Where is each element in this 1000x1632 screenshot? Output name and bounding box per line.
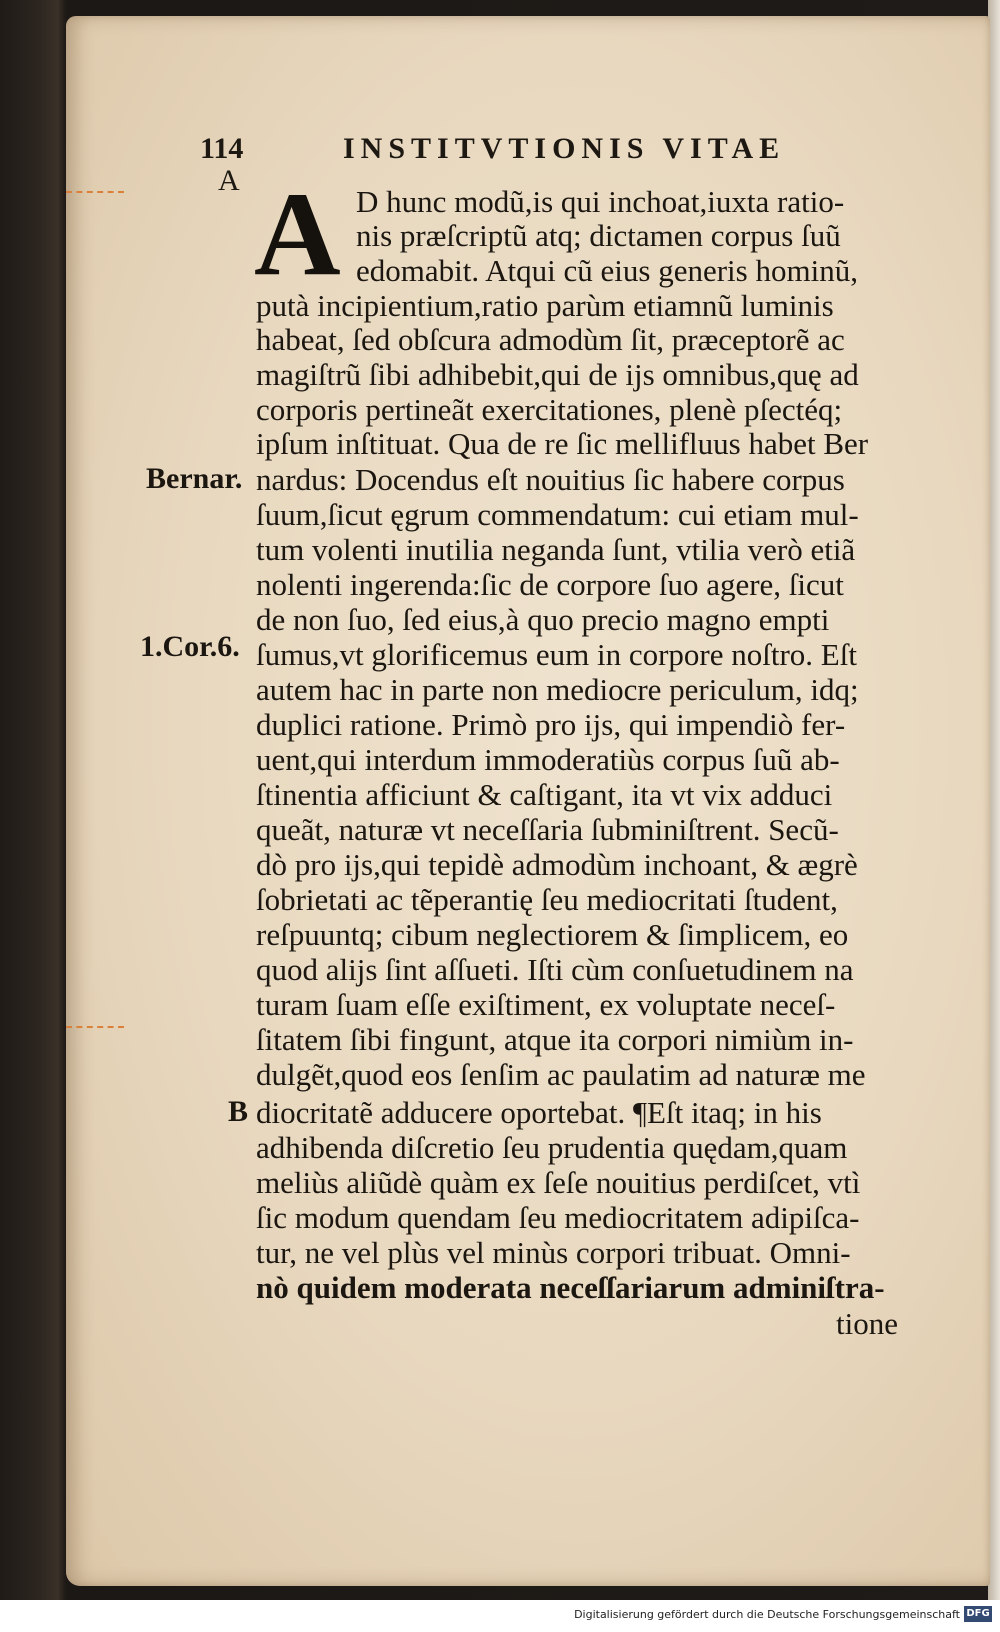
- text-line: adhibenda diſcretio ſeu prudentia quędam,quam: [256, 1130, 848, 1165]
- text-line: tur, ne vel plùs vel minùs corpori tribuat. Omni-: [256, 1235, 851, 1270]
- binding-thread: [66, 191, 124, 193]
- text-line: turam ſuam eſſe exiſtiment, ex voluptate neceſ-: [256, 987, 836, 1022]
- running-title: INSTITVTIONIS VITAE: [343, 132, 786, 165]
- text-line: D hunc modũ,is qui inchoat,iuxta ratio-: [356, 184, 845, 219]
- text-line: dulgẽt,quod eos ſenſim ac paulatim ad naturæ me: [256, 1057, 866, 1092]
- text-line: putà incipientium,ratio parùm etiamnũ luminis: [256, 288, 834, 323]
- text-line: corporis pertineãt exercitationes, plenè pſectéq;: [256, 392, 843, 427]
- text-line: magiſtrũ ſibi adhibebit,qui de ijs omnibus,quę ad: [256, 357, 859, 392]
- page-number: 114: [200, 132, 244, 165]
- text-line: quod alijs ſint aſſueti. Iſti cùm conſuetudinem na: [256, 952, 854, 987]
- text-line: autem hac in parte non mediocre periculum, idq;: [256, 672, 859, 707]
- text-line: tum volenti inutilia neganda ſunt, vtilia verò etiã: [256, 532, 856, 567]
- digitization-footer: [0, 1600, 1000, 1632]
- binding-thread: [66, 1026, 124, 1028]
- text-line: reſpuuntq; cibum neglectiorem & ſimplicem, eo: [256, 917, 849, 952]
- margin-note-corinthians: 1.Cor.6.: [140, 630, 240, 663]
- footer-credit: Digitalisierung gefördert durch die Deutsche Forschungsgemeinschaft: [574, 1608, 960, 1621]
- text-line: ſobrietati ac tẽperantię ſeu mediocritati ſtudent,: [256, 882, 838, 917]
- text-line: ſitatem ſibi fingunt, atque ita corpori nimiùm in-: [256, 1022, 854, 1057]
- text-line: queãt, naturæ vt neceſſaria ſubminiſtrent. Secũ-: [256, 812, 839, 847]
- text-line: ſuum,ſicut ęgrum commendatum: cui etiam mul-: [256, 497, 859, 532]
- text-line: ſtinentia afficiunt & caſtigant, ita vt vix adduci: [256, 777, 833, 812]
- text-line: duplici ratione. Primò pro ijs, qui impendiò fer-: [256, 707, 846, 742]
- text-line: nardus: Docendus eſt nouitius ſic habere corpus: [256, 462, 845, 497]
- text-line: nò quidem moderata neceſſariarum adminiſtra-: [256, 1270, 885, 1305]
- text-line: meliùs aliũdè quàm ex ſeſe nouitius perdiſcet, vtì: [256, 1165, 861, 1200]
- text-line: dò pro ijs,qui tepidè admodùm inchoant, & ægrè: [256, 847, 858, 882]
- text-line: ipſum inſtituat. Qua de re ſic mellifluus habet Ber: [256, 426, 869, 461]
- margin-note-bernard: Bernar.: [146, 462, 243, 495]
- text-line: ſic modum quendam ſeu mediocritatem adipiſca-: [256, 1200, 860, 1235]
- text-line: de non ſuo, ſed eius,à quo precio magno empti: [256, 602, 830, 637]
- text-line: nis præſcriptũ atq; dictamen corpus ſuũ: [356, 218, 841, 253]
- text-line: ſumus,vt glorificemus eum in corpore noſtro. Eſt: [256, 637, 857, 672]
- text-line: nolenti ingerenda:ſic de corpore ſuo agere, ſicut: [256, 567, 844, 602]
- signature-mark-b: B: [228, 1095, 249, 1128]
- catchword: tione: [836, 1306, 898, 1341]
- drop-cap-initial: A: [254, 167, 341, 300]
- dfg-logo-icon: DFG: [964, 1606, 992, 1622]
- text-line: edomabit. Atqui cũ eius generis hominũ,: [356, 253, 858, 288]
- text-line: habeat, ſed obſcura admodùm ſit, præceptorẽ ac: [256, 322, 845, 357]
- text-line: uent,qui interdum immoderatiùs corpus ſuũ ab-: [256, 742, 840, 777]
- text-line: diocritatẽ adducere oportebat. ¶Eſt itaq; in his: [256, 1095, 822, 1130]
- signature-mark-a: A: [218, 164, 240, 197]
